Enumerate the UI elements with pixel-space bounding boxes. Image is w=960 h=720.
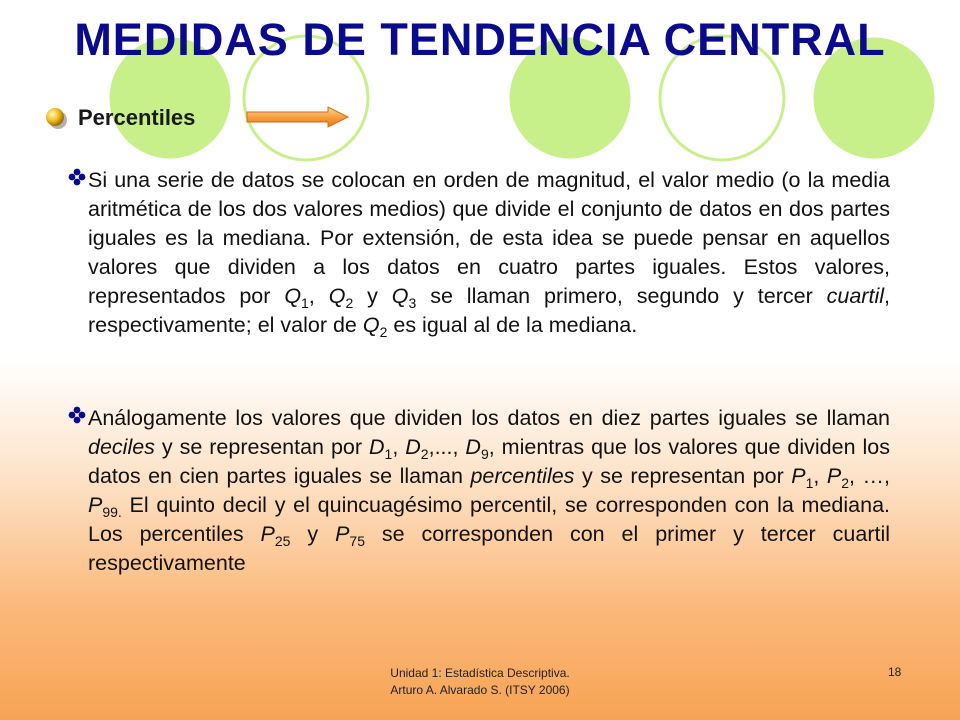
footer-line-1: Unidad 1: Estadística Descriptiva. [390, 666, 570, 680]
footer [340, 665, 620, 699]
footer-line-2: Arturo A. Alvarado S. (ITSY 2006) [390, 683, 570, 697]
subheading [44, 100, 195, 136]
ball-bullet-icon [44, 106, 68, 130]
slide-title: MEDIDAS DE TENDENCIA CENTRAL [74, 14, 886, 65]
paragraph-cuartiles: Si una serie de datos se colocan en orden de magnitud, el valor medio (o la media aritmética de los dos valores medios) que divide el conjunto de datos en dos partes iguales es la mediana. Por extensión, de esta idea se puede pensar en aquellos valores que dividen a los datos en cuatro partes iguales. Estos valores, representados por $Q_1$, $Q_2$ y $Q_3$ se llaman primero, segundo y tercer cuartil, respectivamente; el valor de $Q_2$ es igual al de la mediana. [88, 166, 890, 340]
page-number: 18 [888, 665, 902, 679]
right-arrow-icon [246, 106, 350, 128]
paragraph-deciles-percentiles: Análogamente los valores que dividen los datos en diez partes iguales se llaman deciles y se representan por $D_1$, $D_2$,..., $D_9$, mientras que los valores que dividen los datos en cien partes iguales se llaman percentiles y se representan por $P_1$, $P_2$, …, $P_{99.}$ El quinto decil y el quincuagésimo percentil, se corresponden con la mediana. Los percentiles $P_{25}$ y $P_{75}$ se corresponden con el primer y tercer cuartil respectivamente [88, 404, 890, 578]
subtitle: Percentiles [78, 105, 196, 130]
diamond-bullet-icon [68, 168, 86, 186]
diamond-bullet-icon [68, 406, 86, 424]
